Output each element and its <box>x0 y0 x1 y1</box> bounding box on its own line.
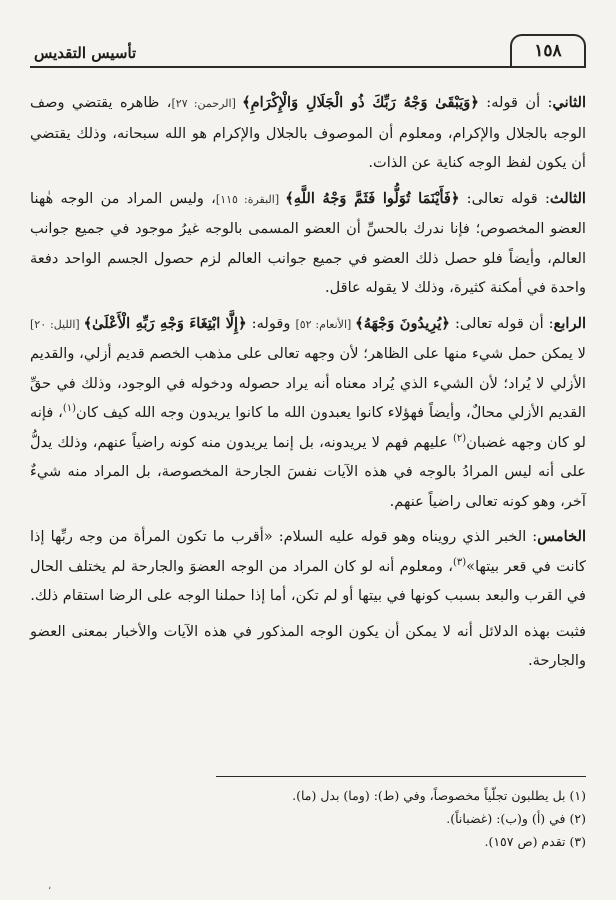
verse-reference: [الرحمن: ٢٧] <box>171 97 243 110</box>
paragraph-lead: الثالث <box>549 189 586 207</box>
main-text <box>30 88 586 682</box>
paragraph-text: وقوله: <box>246 314 296 332</box>
footnote-2: (٢) في (أ) و(ب): (غضباناً). <box>446 811 586 826</box>
paragraph-text: ، ومعلوم أنه لو كان المراد من الوجه العضوَ والجارحة لم يختلف الحال في القرب والبعد بسبب كونها في بيتها أو لم تكن، أما إذا حملنا الوجه على الرضا استقام ذلك. <box>30 557 586 604</box>
paragraph-text: : أن قوله: <box>478 94 553 111</box>
running-title: تأسيس التقديس <box>34 44 137 62</box>
paragraph-text: لا يمكن حمل شيء منها على الظاهر؛ لأن وجهه تعالى على مذهب الخصم قديم أزلي، والقديم الأزلي لا يُراد؛ لأن الشيء الذي يُراد معناه أنه يراد حصوله ودخوله في الوجود، وذلك في حقِّ القديم الأزلي محالٌ، وأيضاً فهؤلاء كانوا يعبدون الله ما كانوا يريدون وجه الله كيف كان <box>30 345 586 421</box>
paragraph-text: عليهم فهم لا يريدونه، بل إنما يريدون منه كونه راضياً عنهم، وذلك يدلُّ على أنه ليس المرادُ بالوجه في هذه الآيات نفسَ الجارحة المخصوصة، بل المراد منه شيءٌ آخر، وهو كونه تعالى راضياً عنهم. <box>30 433 586 510</box>
quran-verse: ﴿يُرِيدُونَ وَجْهَهُ﴾ <box>355 314 450 332</box>
paragraph-lead: الرابع <box>553 314 586 332</box>
footnote-reference: (٣) <box>452 556 467 568</box>
paragraph-text: : قوله تعالى: <box>459 189 550 207</box>
paragraph-text: : الخبر الذي رويناه وهو قوله عليه السلام: «أقرب ما تكون المرأة من وجه ربِّها إذا كانت في قعر بيتها» <box>30 528 586 575</box>
paragraph-lead: الخامس <box>537 528 586 545</box>
quran-verse: ﴿وَيَبْقَىٰ وَجْهُ رَبِّكَ ذُو الْجَلَالِ وَالْإِكْرَامِ﴾ <box>242 94 479 111</box>
footnote-3: (٣) تقدم (ص ١٥٧). <box>484 834 586 849</box>
quran-verse: ﴿إِلَّا ابْتِغَاءَ وَجْهِ رَبِّهِ الْأَعْلَىٰ﴾ <box>83 314 247 332</box>
footnote-reference: (١) <box>62 403 77 415</box>
quran-verse: ﴿فَأَيْنَمَا تُوَلُّوا فَثَمَّ وَجْهُ اللَّهِ﴾ <box>285 189 460 207</box>
paragraph-text: ، وليس المراد من الوجه هٰهنا العضو المخصوص؛ فإنا ندرك بالحسِّ أن العضو المسمى بالوجه غيرُ موجود في جميع جوانب العالم، وأيضاً فلو حصل ذلك العضو في جميع جوانب العالم لزم حصول الجسم الواحد دفعة واحدة في أمكنة كثيرة، وذلك لا يقوله عاقل. <box>30 189 586 296</box>
footnotes <box>30 784 586 853</box>
paragraph <box>30 617 586 676</box>
paragraph <box>30 309 586 517</box>
page-mark: ، <box>48 881 52 892</box>
verse-reference: [البقرة: ١١٥] <box>215 192 286 206</box>
verse-reference: [الليل: ٢٠] <box>30 317 84 331</box>
paragraph-text: : أن قوله تعالى: <box>449 314 554 332</box>
paragraph-text: فثبت بهذه الدلائل أنه لا يمكن أن يكون الوجه المذكور في هذه الآيات والأخبار بمعنى العضو والجارحة. <box>30 622 586 669</box>
footnote-divider <box>216 776 586 777</box>
paragraph-lead: الثاني <box>552 94 587 111</box>
paragraph <box>30 184 586 303</box>
page-number: ١٥٨ <box>510 34 586 66</box>
footnote-reference: (٢) <box>453 432 467 444</box>
footnote-1: (١) بل يطلبون تجلّياً مخصوصاً، وفي (ط): (وما) بدل (ما). <box>292 788 586 803</box>
paragraph-text: ، ظاهره يقتضي وصف الوجه بالجلال والإكرام، ومعلوم أن الموصوف بالجلال والإكرام هو الله سبحانه، وذلك يقتضي أن يكون لفظ الوجه كناية عن الذات. <box>30 94 586 171</box>
paragraph <box>30 522 586 611</box>
paragraph <box>30 88 586 178</box>
page-header <box>30 34 586 68</box>
paragraph-text: ، فإنه لو كان وجهه غضبان <box>30 404 586 451</box>
verse-reference: [الأنعام: ٥٢] <box>295 317 356 331</box>
